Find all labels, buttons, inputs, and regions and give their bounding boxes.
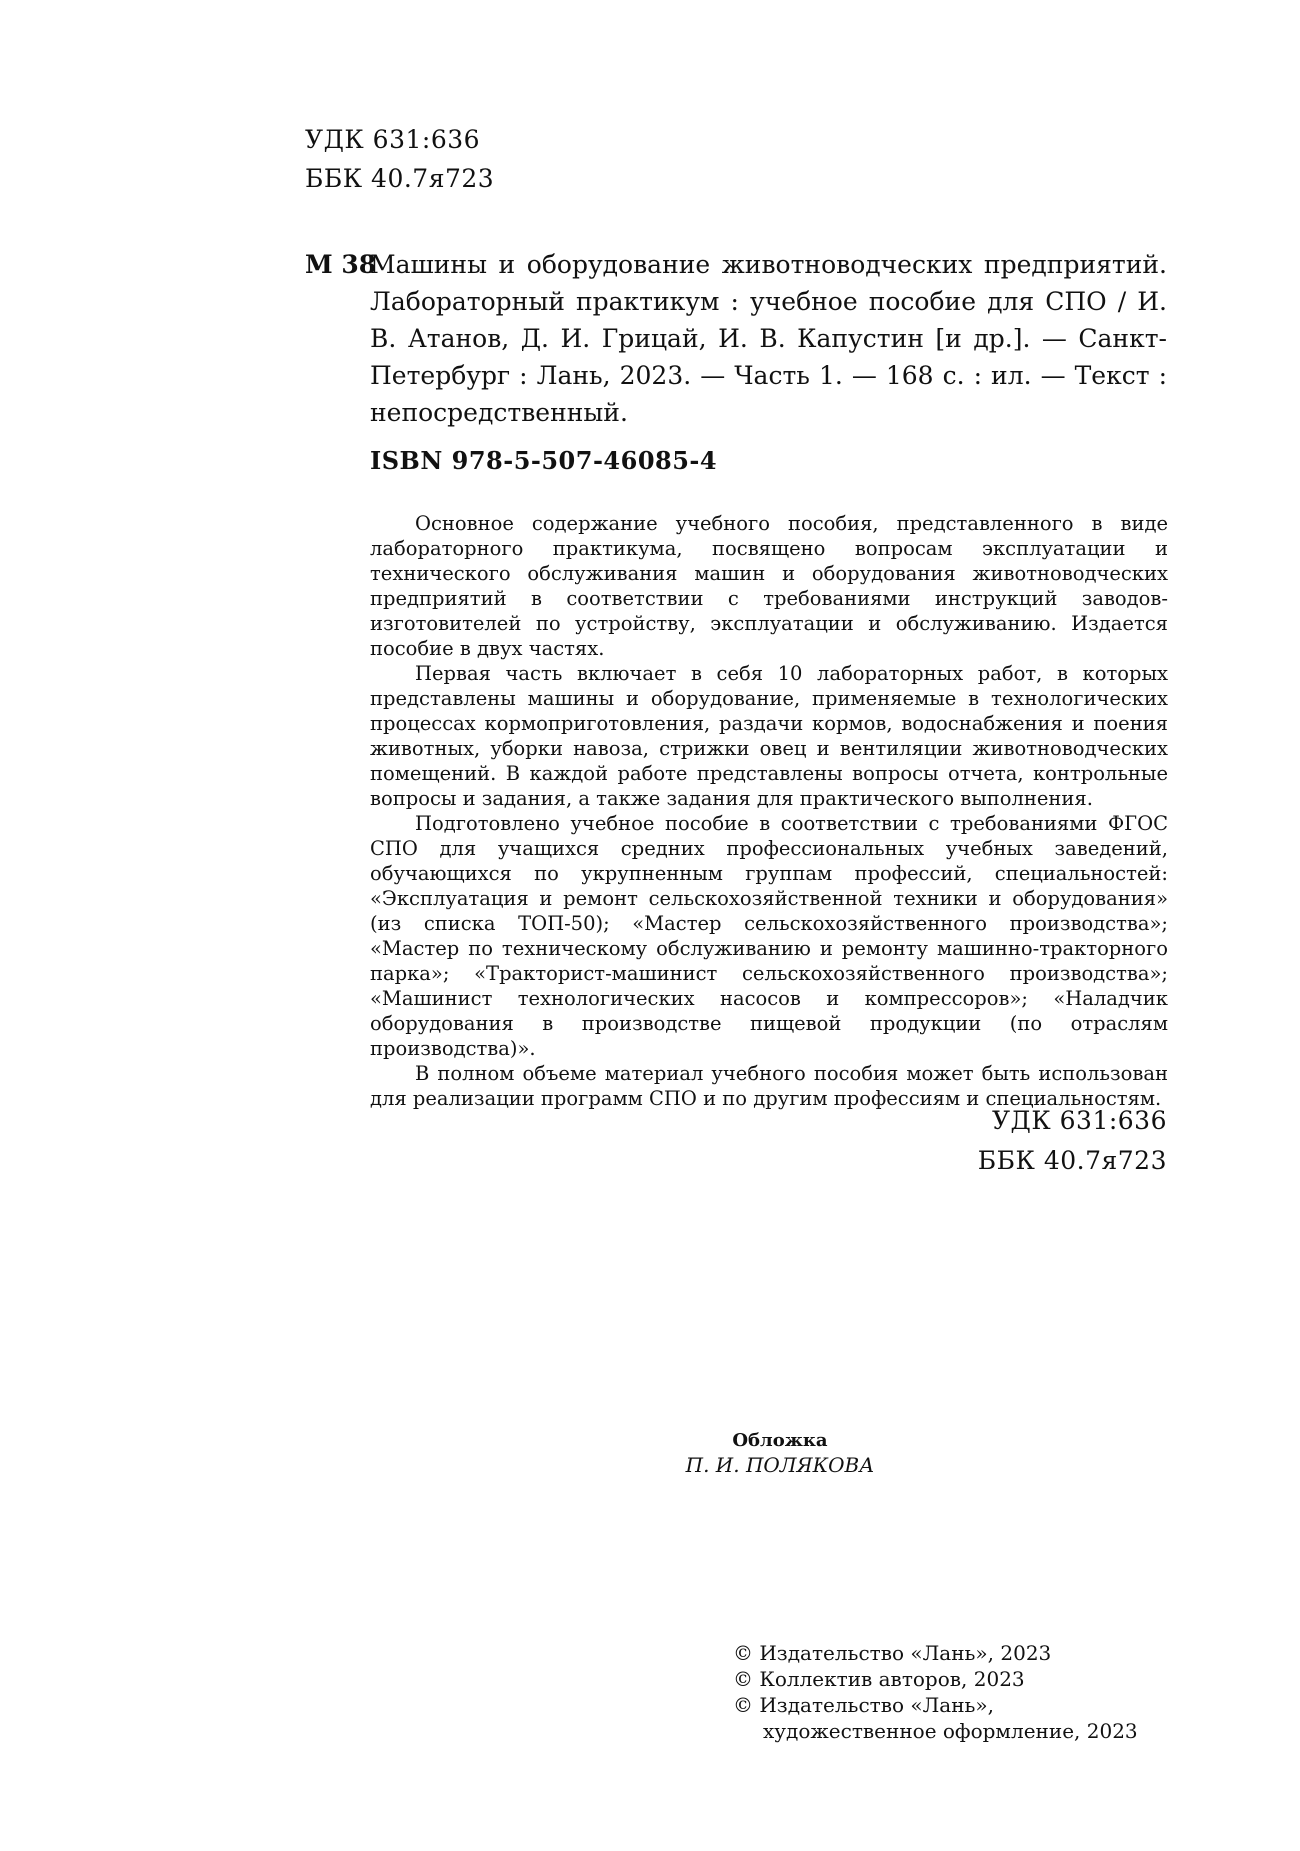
- copyright-line: © Издательство «Лань»,: [733, 1693, 995, 1717]
- abstract-paragraph: Основное содержание учебного пособия, представленного в виде лабораторного практикума, посвящено вопросам эксплуатации и технического обслуживания машин и оборудования животноводческих предприятий в соответствии с требованиями инструкций заводов-изготовителей по устройству, эксплуатации и обслуживанию. Издается пособие в двух частях.: [370, 512, 1168, 660]
- copyright-block: [733, 1640, 1138, 1744]
- abstract-paragraph: В полном объеме материал учебного пособия может быть использован для реализации программ СПО и по другим профессиям и специальностям.: [370, 1062, 1168, 1110]
- abstract: [370, 511, 1168, 1111]
- udk-code: УДК 631:636: [305, 125, 481, 154]
- udk-code: УДК 631:636: [991, 1106, 1167, 1135]
- bibliographic-entry: [305, 246, 1167, 431]
- bbk-code: ББК 40.7я723: [305, 164, 495, 193]
- bibliographic-description: Машины и оборудование животноводческих предприятий. Лабораторный практикум : учебное пособие для СПО / И. В. Атанов, Д. И. Грицай, И. В. Капустин [и др.]. — Санкт-Петербург : Лань, 2023. — Часть 1. — 168 с. : ил. — Текст : непосредственный.: [370, 250, 1167, 427]
- cover-label: Обложка: [732, 1430, 828, 1451]
- cover-credit: [660, 1430, 900, 1478]
- cover-designer: П. И. ПОЛЯКОВА: [685, 1453, 875, 1477]
- author-sign: М 38: [305, 250, 377, 279]
- classification-bottom: [978, 1101, 1167, 1181]
- isbn: ISBN 978-5-507-46085-4: [370, 446, 718, 475]
- classification-top: [305, 120, 494, 198]
- copyright-line: © Издательство «Лань», 2023: [733, 1641, 1052, 1665]
- copyright-line: художественное оформление, 2023: [763, 1719, 1138, 1743]
- abstract-paragraph: Подготовлено учебное пособие в соответствии с требованиями ФГОС СПО для учащихся средних профессиональных учебных заведений, обучающихся по укрупненным группам профессий, специальностей: «Эксплуатация и ремонт сельскохозяйственной техники и оборудования» (из списка ТОП-50); «Мастер сельскохозяйственного производства»; «Мастер по техническому обслуживанию и ремонту машинно-тракторного парка»; «Тракторист-машинист сельскохозяйственного производства»; «Машинист технологических насосов и компрессоров»; «Наладчик оборудования в производстве пищевой продукции (по отраслям производства)».: [370, 812, 1168, 1060]
- copyright-line: © Коллектив авторов, 2023: [733, 1667, 1025, 1691]
- abstract-paragraph: Первая часть включает в себя 10 лабораторных работ, в которых представлены машины и оборудование, применяемые в технологических процессах кормоприготовления, раздачи кормов, водоснабжения и поения животных, уборки навоза, стрижки овец и вентиляции животноводческих помещений. В каждой работе представлены вопросы отчета, контрольные вопросы и задания, а также задания для практического выполнения.: [370, 662, 1168, 810]
- bbk-code: ББК 40.7я723: [977, 1146, 1167, 1175]
